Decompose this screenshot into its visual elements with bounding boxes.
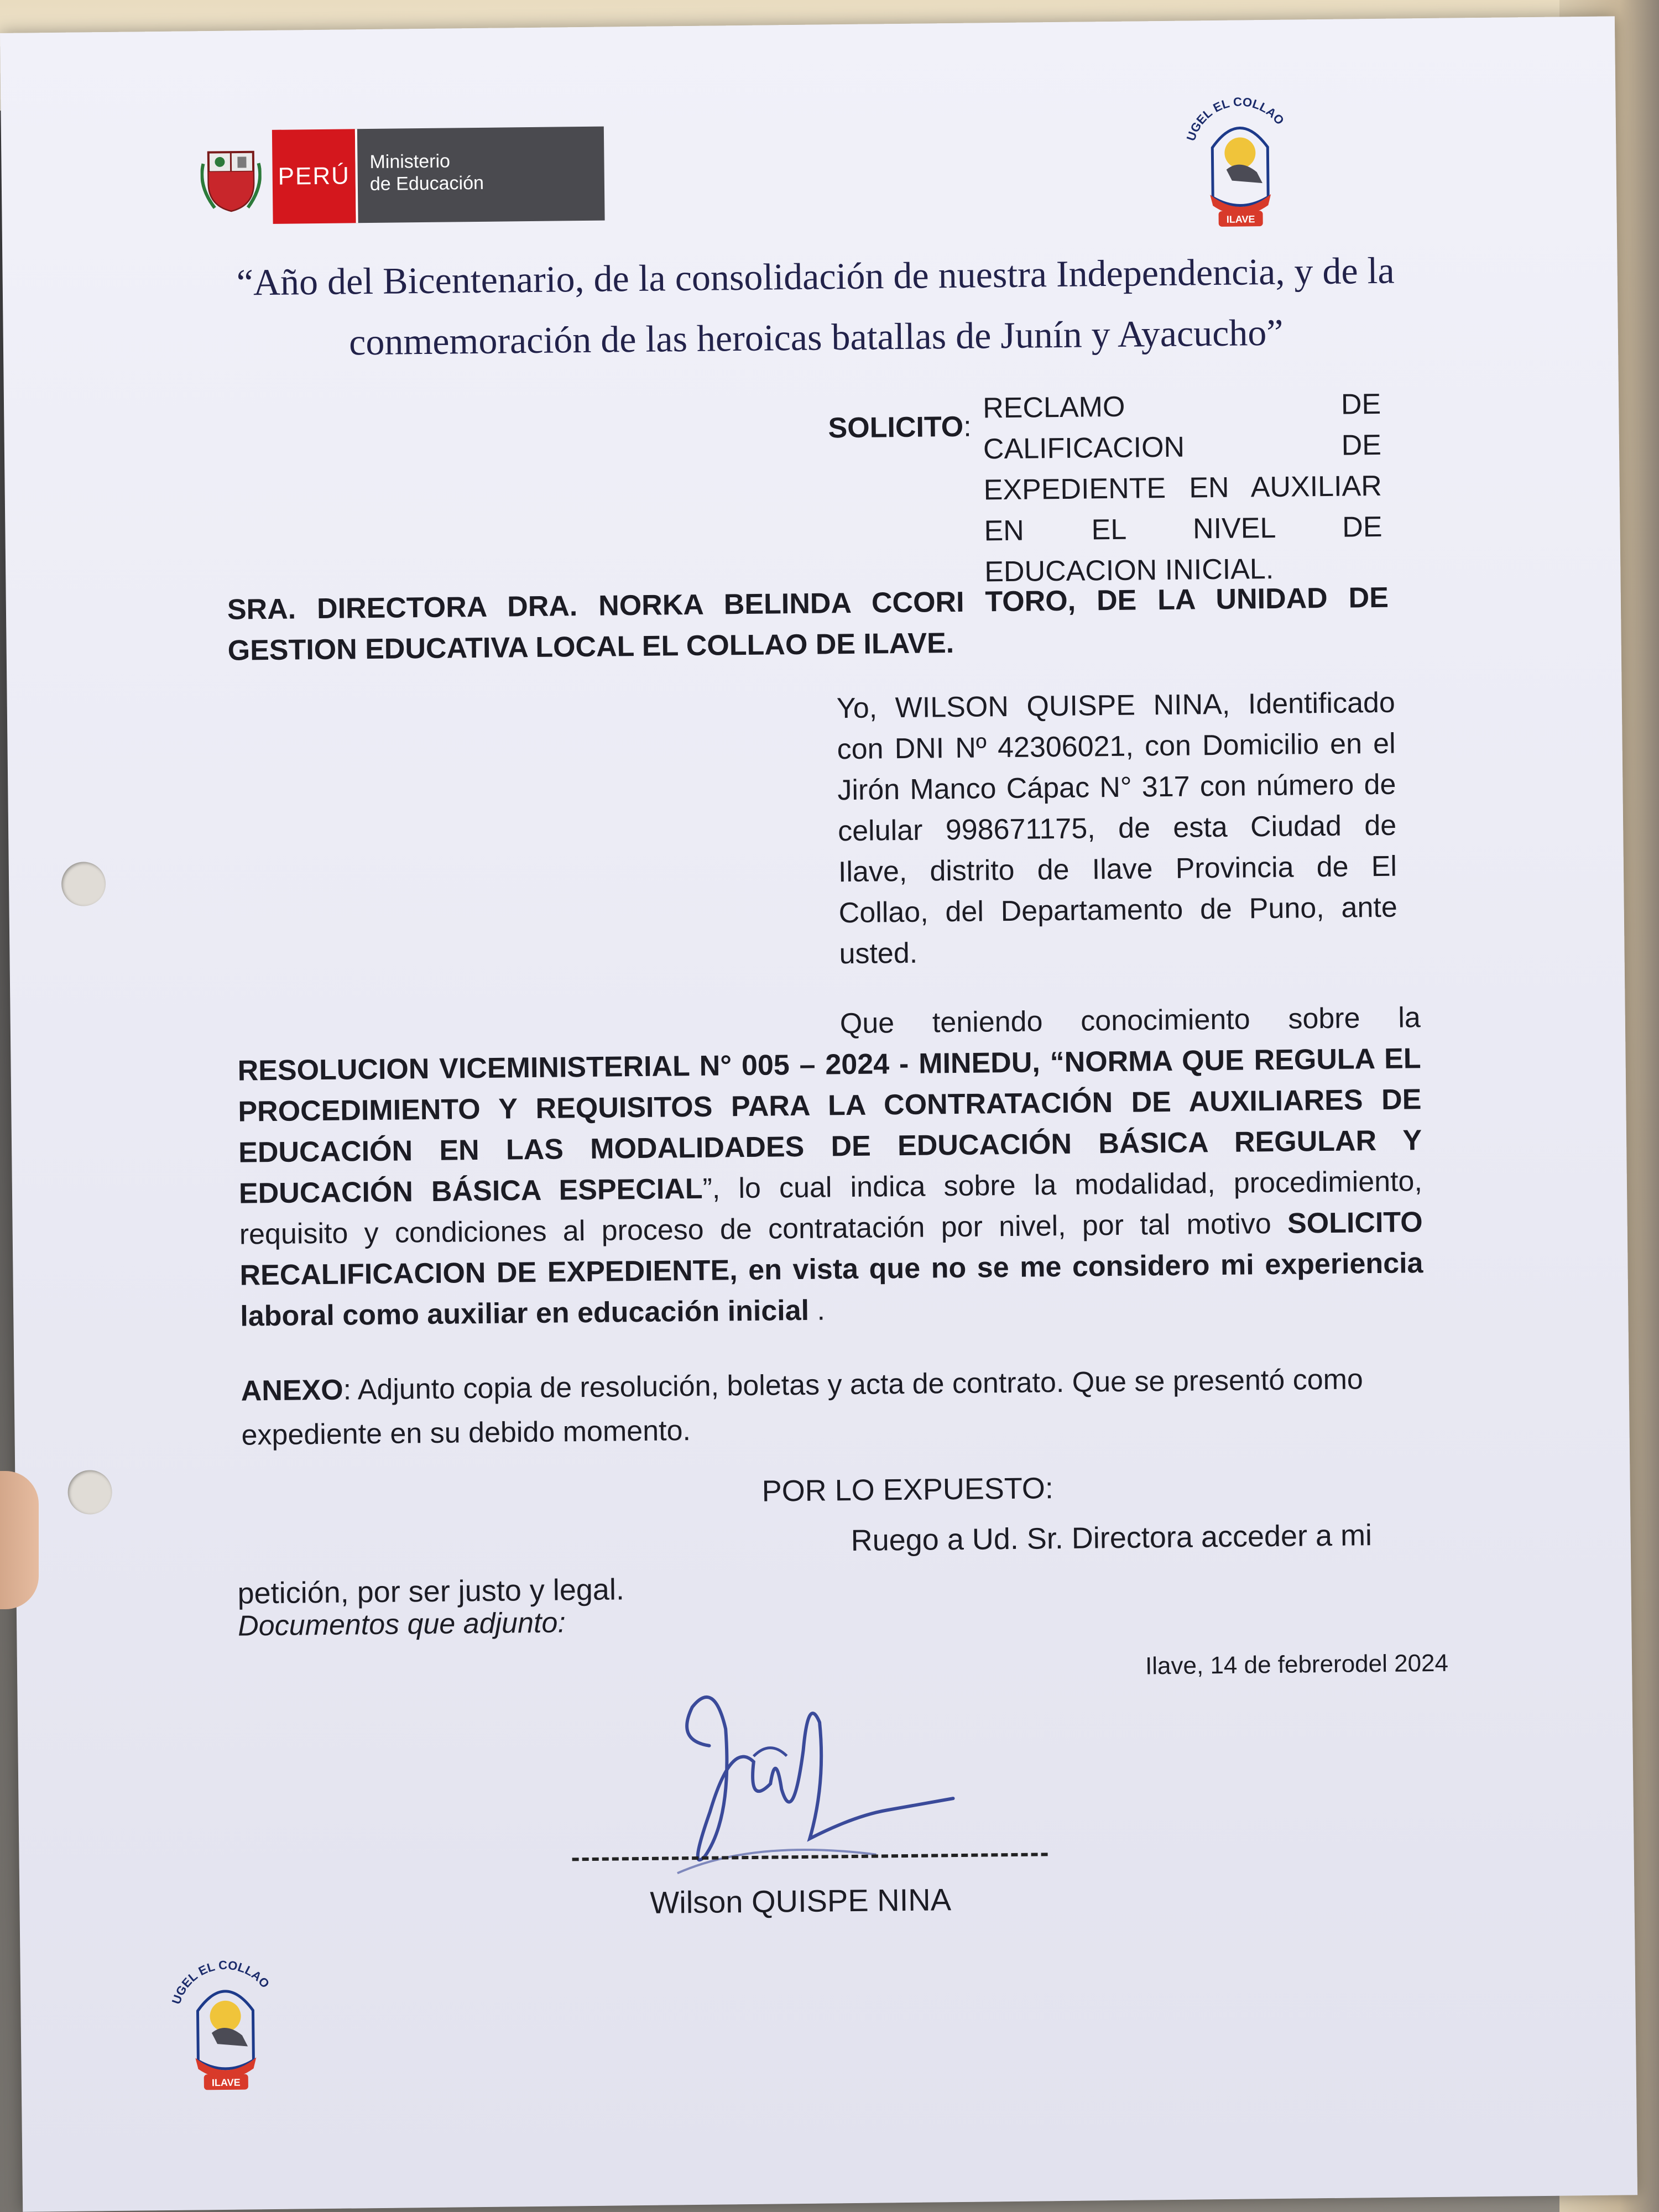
ugel-logo-icon (1178, 86, 1302, 236)
ministry-line-2: de Educación (369, 172, 484, 195)
applicant-intro: Yo, WILSON QUISPE NINA, Identificado con DNI Nº 42306021, con Domicilio en el Jirón Manco Cápac N° 317 con número de celular 998671175, de esta Ciudad de Ilave, distrito de Ilave Provincia de El Collao, del Departamento de Puno, ante usted. (836, 686, 1397, 971)
attached-documents-label: Documentos que adjunto: (237, 1606, 566, 1642)
document-page (0, 16, 1637, 2211)
por-lo-expuesto: POR LO EXPUESTO: (761, 1472, 1054, 1508)
motto-line-2: conmemoración de las heroicas batallas de Junín y Ayacucho” (348, 311, 1284, 363)
anexo-text: : Adjunto copia de resolución, boletas y acta de contrato. Que se presentó como expediente en su debido momento. (241, 1363, 1364, 1452)
svg-text:UGEL EL COLLAO (1183, 94, 1287, 143)
body-lead: Que teniendo conocimiento sobre la (839, 1001, 1421, 1040)
ministry-line-1: Ministerio (369, 150, 451, 173)
ministry-label (355, 127, 605, 223)
handwritten-signature (642, 1671, 976, 1907)
petition-text: Ruego a Ud. Sr. Directora acceder a mi petición, por ser justo y legal. (237, 1519, 1373, 1610)
body-end: . (808, 1294, 826, 1327)
body-paragraph (237, 997, 1424, 1337)
peru-label: PERÚ (272, 129, 356, 224)
request-statement: SOLICITO RECALIFICACION DE EXPEDIENTE, en vista que no se me considero mi experiencia laboral como auxiliar en educación inicial (239, 1206, 1423, 1333)
document-date: Ilave, 14 de febrerodel 2024 (1145, 1649, 1449, 1680)
ugel-logo-text: UGEL EL COLLAO (1183, 95, 1287, 143)
motto-line-1: “Año del Bicentenario, de la consolidación de nuestra Independencia, y de la (236, 249, 1395, 304)
punch-hole (61, 862, 106, 906)
solicito-label-text: SOLICITO (828, 410, 964, 445)
anexo-paragraph (241, 1357, 1425, 1457)
ugel-place-bottom-text: ILAVE (211, 2077, 241, 2089)
petition-paragraph (237, 1511, 1454, 1617)
addressee: SRA. DIRECTORA DRA. NORKA BELINDA CCORI TORO, DE LA UNIDAD DE GESTION EDUCATIVA LOCAL EL COLLAO DE ILAVE. (227, 581, 1389, 667)
peru-coat-of-arms-icon (200, 141, 262, 213)
ugel-place-text: ILAVE (1226, 213, 1255, 225)
solicito-colon: : (963, 410, 972, 443)
punch-hole (67, 1470, 112, 1515)
thumb (0, 1471, 39, 1609)
body-middle: ”, lo cual indica sobre la modalidad, procedimiento, requisito y condiciones al proceso de contratación por nivel, por tal motivo (239, 1165, 1423, 1251)
minedu-logo (200, 127, 605, 225)
signer-name: Wilson QUISPE NINA (650, 1882, 952, 1920)
year-motto (234, 240, 1397, 374)
svg-text:UGEL EL COLLAO (169, 1958, 273, 2006)
solicito-text: RECLAMO DE CALIFICACION DE EXPEDIENTE EN AUXILIAR EN EL NIVEL DE EDUCACION INICIAL. (982, 388, 1383, 588)
resolution-reference: RESOLUCION VICEMINISTERIAL N° 005 – 2024 - MINEDU, “NORMA QUE REGULA EL PROCEDIMIENTO Y REQUISITOS PARA LA CONTRATACIÓN DE AUXILIARES DE EDUCACIÓN EN LAS MODALIDADES DE EDUCACIÓN BÁSICA REGULAR Y EDUCACIÓN BÁSICA ESPECIAL (237, 1042, 1422, 1210)
ugel-logo-bottom-text: UGEL EL COLLAO (169, 1958, 273, 2006)
solicito-label (828, 410, 972, 445)
anexo-label: ANEXO (241, 1374, 343, 1407)
ugel-logo-bottom-icon (164, 1949, 287, 2100)
